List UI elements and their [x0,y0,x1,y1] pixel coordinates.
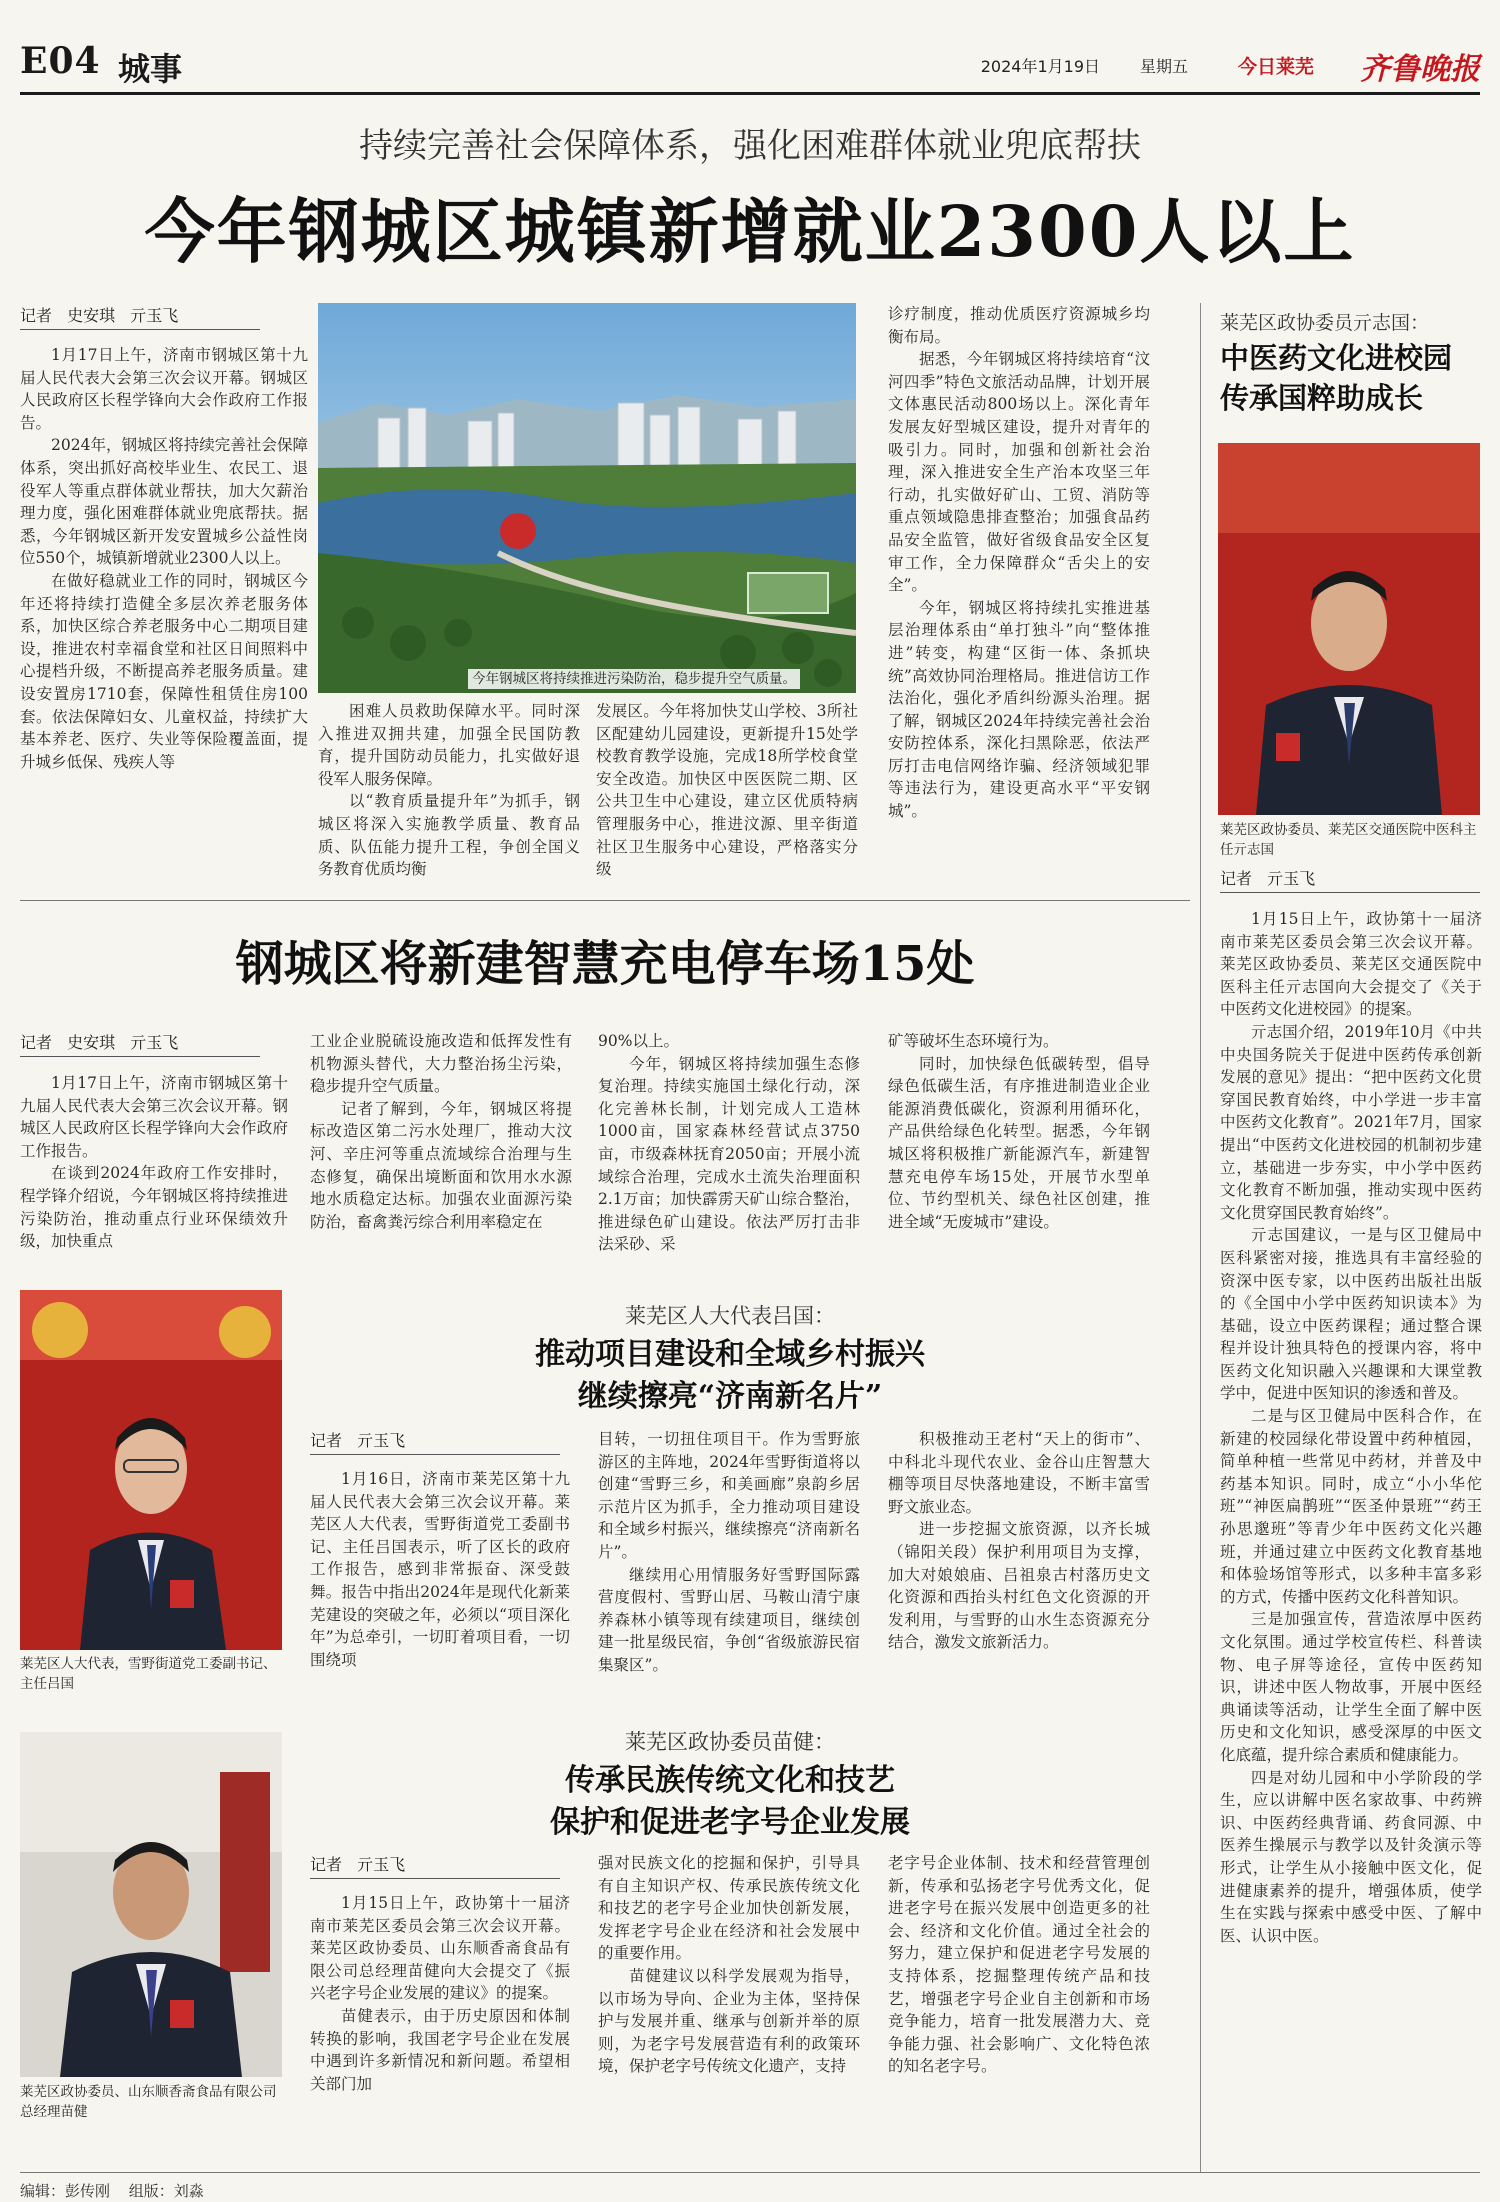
story2-headline: 钢城区将新建智慧充电停车场15处 [235,936,975,992]
story2-col-2 [310,1030,572,1270]
delegate-portrait [1218,443,1480,815]
lead-headline: 今年钢城区城镇新增就业2300人以上 [144,190,1356,273]
byline-role: 记者 [310,1855,343,1874]
byline-author: 亓玉飞 [130,1033,179,1052]
section-name: 城事 [118,50,183,88]
lead-col-2 [318,700,580,890]
story4-photo [20,1732,282,2077]
headline-line: 继续擦亮“济南新名片” [577,1379,883,1414]
story3-col-3 [888,1428,1150,1686]
headline-line: 推动项目建设和全域乡村振兴 [535,1337,925,1372]
delegate-portrait [20,1732,282,2077]
paragraph: 矿等破坏生态环境行为。 [888,1032,1059,1050]
story2-col-3 [598,1030,860,1270]
paragraph: 老字号企业体制、技术和经营管理创新，传承和弘扬老字号优秀文化，促进老字号在振兴发展中创造更多的社会、经济和文化价值。通过全社会的努力，建立保护和促进老字号发展的支持体系，挖掘整理传统产品和技艺，增强老字号企业自主创新和市场竞争能力，培育一批发展潜力大、竞争能力强、社会影响广、文化特色浓的知名老字号。 [888,1854,1150,2076]
side-photo-caption: 莱芜区政协委员、莱芜区交通医院中医科主任亓志国 [1220,822,1477,858]
story4-kicker: 莱芜区政协委员苗健： [625,1730,835,1754]
headline-line: 传承民族传统文化和技艺 [565,1763,895,1798]
lead-kicker: 持续完善社会保障体系，强化困难群体就业兜底帮扶 [359,126,1141,166]
footer-rule [20,2172,1480,2173]
paragraph: 困难人员救助保障水平。同时深入推进双拥共建，加强全民国防教育，提升国防动员能力，扎实做好退役军人服务保障。 [318,702,580,788]
story4-col-3 [888,1852,1150,2160]
byline-role: 记者 [310,1431,343,1450]
paragraph: 据悉，今年钢城区将持续培育“汶河四季”特色文旅活动品牌，计划开展文体惠民活动800场以上。深化青年发展友好型城区建设，提升对青年的吸引力。同时，加强和创新社会治理，深入推进安全生产治本攻坚三年行动，扎实做好矿山、工贸、消防等重点领域隐患排查整治；加强食品药品安全监管，做好省级食品安全区复审工作，全力保障群众“舌尖上的安全”。 [888,350,1150,595]
paragraph: 1月17日上午，济南市钢城区第十九届人民代表大会第三次会议开幕。钢城区人民政府区长程学锋向大会作政府工作报告。 [20,1074,288,1160]
edition-name: 今日莱芜 [1237,56,1314,78]
side-headline [1220,338,1480,418]
byline-author: 史安琪 [67,1033,116,1052]
story4-byline [310,1852,560,1879]
story3-headline [310,1334,1150,1418]
paragraph: 诊疗制度，推动优质医疗资源城乡均衡布局。 [888,305,1150,346]
side-photo [1218,443,1480,815]
masthead [20,40,1480,92]
paragraph: 继续用心用情服务好雪野国际露营度假村、雪野山居、马鞍山清宁康养森林小镇等现有续建项目，继续创建一批星级民宿，争创“省级旅游民宿集聚区”。 [598,1565,860,1674]
paragraph: 今年，钢城区将持续加强生态修复治理。持续实施国土绿化行动，深化完善林长制，计划完成人工造林1000亩，国家森林经营试点3750亩，市级森林抚育2050亩；开展小流域综合治理，完成水土流失治理面积2.1万亩；加快霹雳天矿山综合整治，推进绿色矿山建设。依法严厉打击非法采砂、采 [598,1054,860,1254]
paragraph: 亓志国建议，一是与区卫健局中医科紧密对接，推选具有丰富经验的资深中医专家，以中医药出版社出版的《全国中小学中医药知识读本》为基础，设立中医药课程；通过整合课程并设计独具特色的授课内容，将中医药文化知识融入兴趣课和大课堂教学中，促进中医知识的渗透和普及。 [1220,1226,1482,1403]
story3-col-2 [598,1428,860,1686]
paragraph: 在谈到2024年政府工作安排时，程学锋介绍说，今年钢城区将持续推进污染防治，推动重点行业环保绩效升级，加快重点 [20,1164,288,1251]
byline-role: 记者 [20,1033,53,1052]
headline-line: 传承国粹助成长 [1220,381,1424,415]
footer [20,2180,218,2201]
newspaper-logo: 齐鲁晚报 [1360,52,1480,87]
section-rule [20,900,1190,901]
issue-weekday: 星期五 [1139,57,1188,76]
paragraph: 进一步挖掘文旅资源，以齐长城（锦阳关段）保护利用项目为支撑，加大对娘娘庙、吕祖泉古村落历史文化资源和西抬头村红色文化资源的开发利用，与雪野的山水生态资源充分结合，激发文旅新活力。 [888,1520,1150,1652]
paragraph: 积极推动王老村“天上的街市”、中科北斗现代农业、金谷山庄智慧大棚等项目尽快落地建设，不断丰富雪野文旅业态。 [888,1430,1150,1516]
paragraph: 90%以上。 [598,1032,679,1050]
paragraph: 强对民族文化的挖掘和保护，引导具有自主知识产权、传承民族传统文化和技艺的老字号企业加快创新发展，发挥老字号企业在经济和社会发展中的重要作用。 [598,1854,860,1963]
paragraph: 四是对幼儿园和中小学阶段的学生，应以讲解中医名家故事、中药辨识、中医药经典背诵、药食同源、中医养生操展示与教学以及针灸演示等形式，让学生从小接触中医文化，促进健康素养的提升，增强体质，使学生在实践与探索中感受中医、了解中医、认识中医。 [1220,1768,1482,1945]
paragraph: 苗健表示，由于历史原因和体制转换的影响，我国老字号企业在发展中遇到许多新情况和新问题。希望相关部门加 [310,2006,570,2093]
lead-byline [20,303,260,330]
editor-credit: 编辑：彭传刚 [20,2182,111,2200]
delegate-portrait [20,1290,282,1650]
story4-photo-caption: 莱芜区政协委员、山东顺香斋食品有限公司总经理苗健 [20,2084,277,2120]
story3-photo [20,1290,282,1650]
layout-credit: 组版：刘淼 [128,2182,204,2200]
paragraph: 同时，加快绿色低碳转型，倡导绿色低碳生活，有序推进制造业企业能源消费低碳化，资源利用循环化，产品供给绿色化转型。据悉，今年钢城区将积极推广新能源汽车，新建智慧充电停车场15处，开展节水型单位、节约型机关、绿色社区创建，推进全域“无废城市”建设。 [888,1054,1150,1231]
paragraph: 以“教育质量提升年”为抓手，钢城区将深入实施教学质量、教育品质、队伍能力提升工程，争创全国义务教育优质均衡 [318,792,580,879]
lead-photo [318,303,856,693]
byline-author: 亓玉飞 [357,1431,406,1450]
story3-col-1 [310,1468,570,1686]
story3-kicker: 莱芜区人大代表吕国： [625,1304,835,1328]
byline-role: 记者 [1220,869,1253,888]
paragraph: 目转，一切扭住项目干。作为雪野旅游区的主阵地，2024年雪野街道将以创建“雪野三乡，和美画廊”泉韵乡居示范片区为抓手，全力推动项目建设和全域乡村振兴，继续擦亮“济南新名片”。 [598,1430,860,1561]
story3-photo-caption: 莱芜区人大代表，雪野街道党工委副书记、主任吕国 [20,1656,277,1692]
story3-byline [310,1428,560,1455]
byline-author: 史安琪 [67,306,116,325]
paragraph: 二是与区卫健局中医科合作，在新建的校园绿化带设置中药种植园，简单种植一些常见中药材，并普及中药基本知识。同时，成立“小小华佗班”“神医扁鹊班”“医圣仲景班”“药王孙思邈班”等青少年中医药文化兴趣班，并通过建立中医药文化教育基地和体验场馆等形式，以多种丰富多彩的方式，传播中医药文化科普知识。 [1220,1407,1482,1606]
paragraph: 工业企业脱硫设施改造和低挥发性有机物源头替代，大力整治扬尘污染，稳步提升空气质量。 [310,1032,572,1096]
lead-photo-caption: 今年钢城区将持续推进污染防治，稳步提升空气质量。 [468,669,800,689]
side-body [1220,908,1482,2166]
story2-col-1 [20,1072,288,1272]
byline-author: 亓玉飞 [130,306,179,325]
story2-col-4 [888,1030,1150,1270]
paragraph: 三是加强宣传，营造浓厚中医药文化氛围。通过学校宣传栏、科普读物、电子屏等途径，宣传中医药知识，讲述中医人物故事，开展中医经典诵读等活动，让学生全面了解中医历史和文化知识，感受深厚的中医文化底蕴，提升综合素质和健康能力。 [1220,1610,1482,1764]
paragraph: 发展区。今年将加快艾山学校、3所社区配建幼儿园建设，更新提升15处学校教育教学设施，完成18所学校食堂安全改造。加快区中医医院二期、区公共卫生中心建设，建立区优质特病管理服务中心，推进汶源、里辛街道社区卫生服务中心建设，严格落实分级 [596,702,858,879]
story4-headline [310,1760,1150,1844]
story4-col-1 [310,1892,570,2160]
story4-col-2 [598,1852,860,2160]
issue-date: 2024年1月19日 [980,57,1100,76]
story2-byline [20,1030,260,1057]
paragraph: 2024年，钢城区将持续完善社会保障体系，突出抓好高校毕业生、农民工、退役军人等重点群体就业帮扶，加大欠薪治理力度，强化困难群体就业兜底帮扶。据悉，今年钢城区新开发安置城乡公益性岗位550个，城镇新增就业2300人以上。 [20,436,308,568]
headline-line: 中医药文化进校园 [1220,341,1453,375]
byline-author: 亓玉飞 [357,1855,406,1874]
paragraph: 1月16日，济南市莱芜区第十九届人民代表大会第三次会议开幕。莱芜区人大代表，雪野街道党工委副书记、主任吕国表示，听了区长的政府工作报告，感到非常振奋、深受鼓舞。报告中指出2024年是现代化新莱芜建设的突破之年，必须以“项目深化年”为总牵引，一切盯着项目看，一切围绕项 [310,1470,570,1669]
column-divider [1200,303,1201,2173]
byline-role: 记者 [20,306,53,325]
byline-author: 亓玉飞 [1267,869,1316,888]
paragraph: 记者了解到，今年，钢城区将提标改造区第二污水处理厂，推动大汶河、辛庄河等重点流域综合治理与生态修复，确保出境断面和饮用水水源地水质稳定达标。加强农业面源污染防治，畜禽粪污综合利用率稳定在 [310,1099,572,1231]
city-park-image [318,303,856,693]
paragraph: 亓志国介绍，2019年10月《中共中央国务院关于促进中医药传承创新发展的意见》提出：“把中医药文化贯穿国民教育始终，中小学进一步丰富中医药文化教育”。2021年7月，国家提出“中医药文化进校园的机制初步建立，基础进一步夯实，中小学中医药文化教育不断加强，推动实现中医药文化贯穿国民教育始终”。 [1220,1022,1482,1222]
masthead-rule [20,92,1480,95]
paragraph: 在做好稳就业工作的同时，钢城区今年还将持续打造健全多层次养老服务体系，加快区综合养老服务中心二期项目建设，推进农村幸福食堂和社区日间照料中心提档升级，不断提高养老服务质量。建设安置房1710套，保障性租赁住房100套。依法保障妇女、儿童权益，持续扩大基本养老、医疗、失业等保险覆盖面，提升城乡低保、残疾人等 [20,571,308,771]
paragraph: 1月15日上午，政协第十一届济南市莱芜区委员会第三次会议开幕。莱芜区政协委员、山东顺香斋食品有限公司总经理苗健向大会提交了《振兴老字号企业发展的建议》的提案。 [310,1894,570,2003]
headline-line: 保护和促进老字号企业发展 [550,1805,910,1840]
side-byline [1220,866,1480,893]
lead-col-4 [888,303,1150,890]
paragraph: 1月15日上午，政协第十一届济南市莱芜区委员会第三次会议开幕。莱芜区政协委员、莱芜区交通医院中医科主任亓志国向大会提交了《关于中医药文化进校园》的提案。 [1220,910,1482,1019]
lead-col-3 [596,700,858,890]
paragraph: 1月17日上午，济南市钢城区第十九届人民代表大会第三次会议开幕。钢城区人民政府区长程学锋向大会作政府工作报告。 [20,346,308,432]
paragraph: 今年，钢城区将持续扎实推进基层治理体系由“单打独斗”向“整体推进”转变，构建“区街一体、条抓块统”高效协同治理格局。推进信访工作法治化，强化矛盾纠纷源头治理。据了解，钢城区2024年持续完善社会治安防控体系，深化扫黑除恶，依法严厉打击电信网络诈骗、经济领域犯罪等违法行为，建设更高水平“平安钢城”。 [888,598,1150,821]
side-kicker: 莱芜区政协委员亓志国： [1220,312,1430,334]
lead-col-1 [20,344,308,892]
page-number: E04 [20,40,101,82]
paragraph: 苗健建议以科学发展观为指导，以市场为导向、企业为主体，坚持保护与发展并重、继承与创新并举的原则，为老字号发展营造有利的政策环境，保护老字号传统文化遗产，支持 [598,1966,860,2076]
